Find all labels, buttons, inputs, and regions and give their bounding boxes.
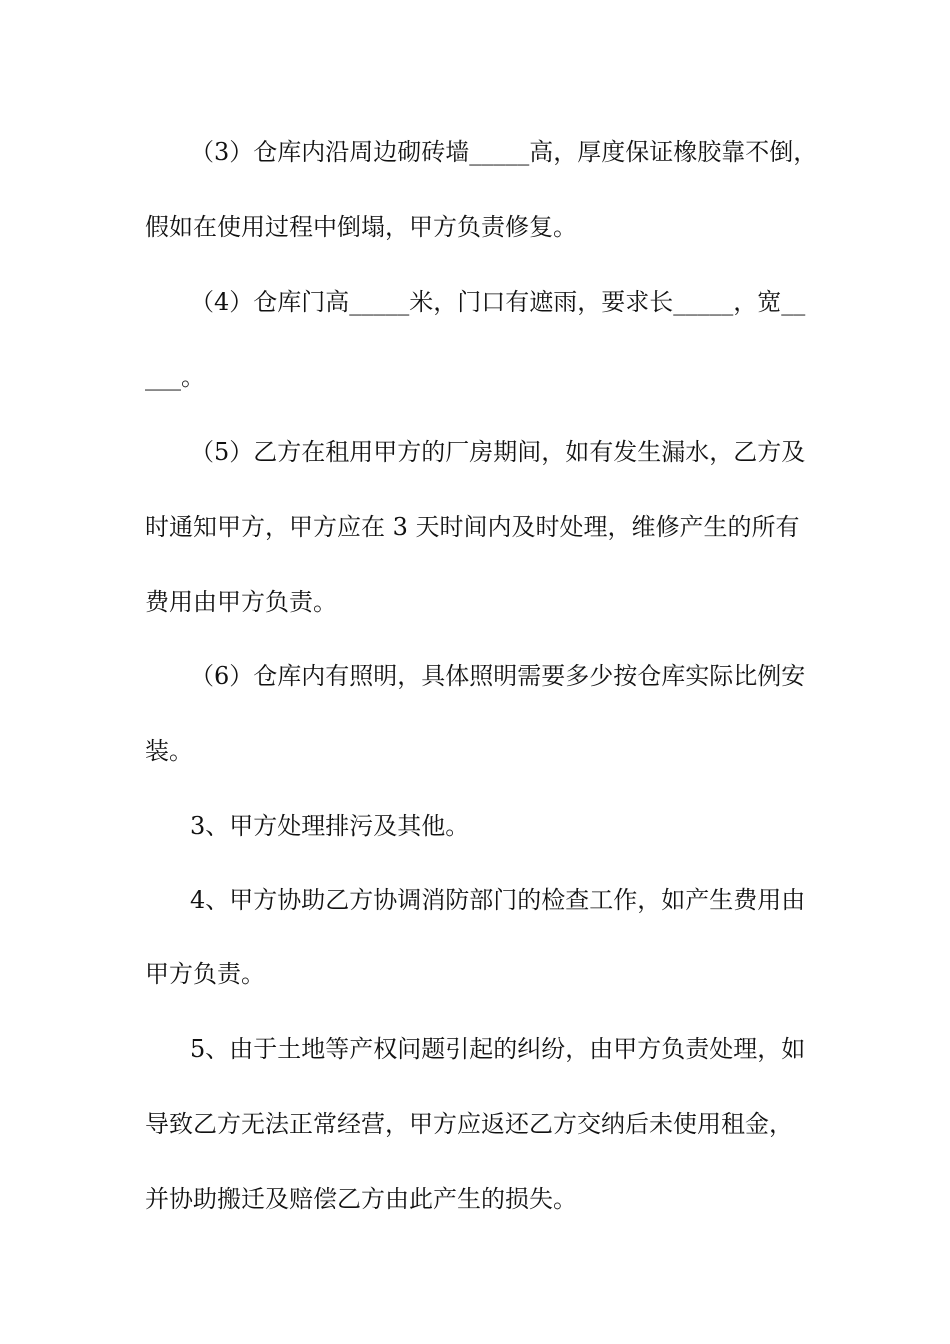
item-4-line-1: 4、甲方协助乙方协调消防部门的检查工作，如产生费用由 <box>190 886 806 914</box>
clause-4-line-2: ___。 <box>145 363 205 391</box>
clause-6-line-1: （6）仓库内有照明，具体照明需要多少按仓库实际比例安 <box>190 662 806 690</box>
item-5-line-1: 5、由于土地等产权问题引起的纠纷，由甲方负责处理，如 <box>190 1035 806 1063</box>
item-4-line-2: 甲方负责。 <box>145 960 265 988</box>
clause-5-line-1: （5）乙方在租用甲方的厂房期间，如有发生漏水，乙方及 <box>190 438 806 466</box>
clause-5-line-3: 费用由甲方负责。 <box>145 588 337 616</box>
item-5-line-2: 导致乙方无法正常经营，甲方应返还乙方交纳后未使用租金， <box>145 1110 793 1138</box>
item-5-line-3: 并协助搬迁及赔偿乙方由此产生的损失。 <box>145 1185 577 1213</box>
clause-3-line-2: 假如在使用过程中倒塌，甲方负责修复。 <box>145 213 577 241</box>
clause-5-line-2: 时通知甲方，甲方应在 3 天时间内及时处理，维修产生的所有 <box>145 513 800 541</box>
clause-6-line-2: 装。 <box>145 737 193 765</box>
item-3-line-1: 3、甲方处理排污及其他。 <box>190 812 470 840</box>
clause-4-line-1: （4）仓库门高_____米，门口有遮雨，要求长_____，宽__ <box>190 288 806 316</box>
clause-3-line-1: （3）仓库内沿周边砌砖墙_____高，厚度保证橡胶靠不倒， <box>190 138 818 166</box>
